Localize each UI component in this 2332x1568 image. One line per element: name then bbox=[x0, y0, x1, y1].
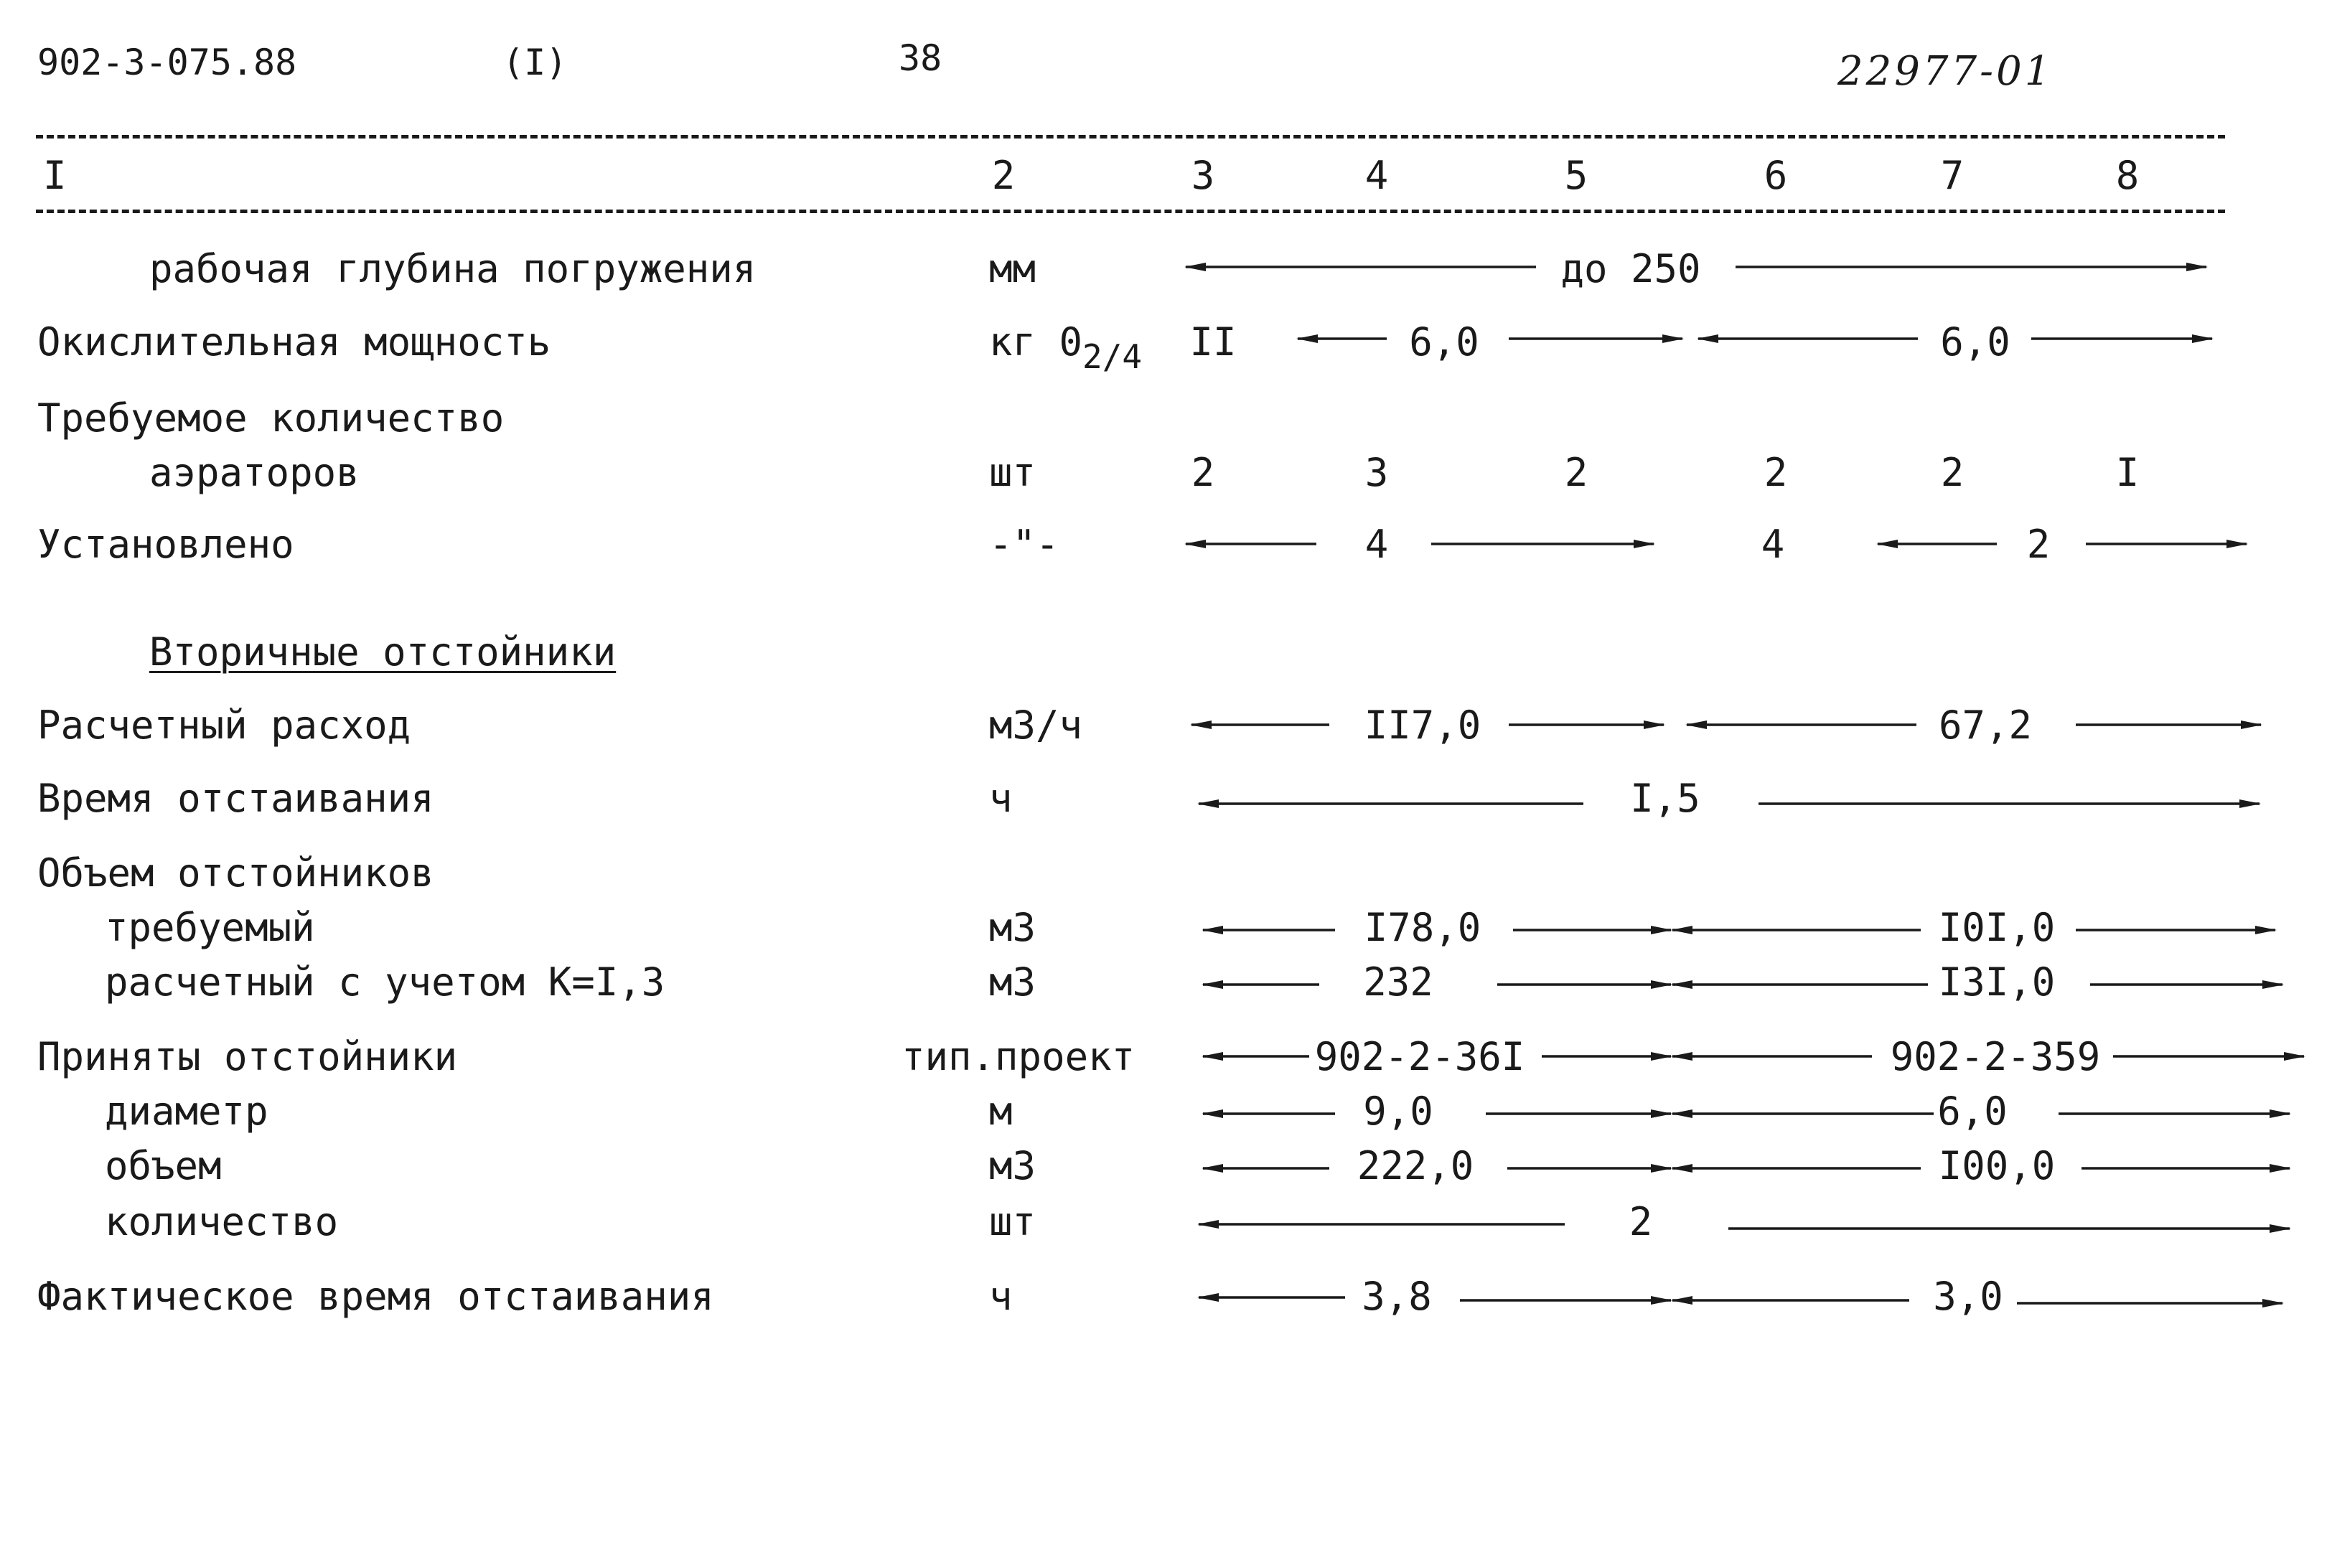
row-quantity-value: 2 bbox=[1629, 1199, 1653, 1244]
row-volume-calculated-unit: м3 bbox=[989, 959, 1036, 1005]
row-volume-required-right: I0I,0 bbox=[1938, 905, 2056, 950]
row-req-qty-col5: 2 bbox=[1564, 450, 1588, 495]
column-header-3: 3 bbox=[1191, 153, 1215, 198]
row-req-qty-unit: шт bbox=[989, 450, 1036, 495]
row-volume-required-label: требуемый bbox=[105, 905, 315, 950]
row-depth-label: рабочая глубина погружения bbox=[149, 246, 757, 291]
page-number: 38 bbox=[899, 37, 942, 79]
row-req-qty-col8: I bbox=[2115, 450, 2140, 495]
row-unit-volume-left: 222,0 bbox=[1357, 1143, 1474, 1188]
column-header-6: 6 bbox=[1764, 153, 1788, 198]
row-oxidation-col3: II bbox=[1189, 319, 1237, 365]
row-accepted-left: 902-2-36I bbox=[1314, 1034, 1525, 1079]
row-volume-label: Объем отстойников bbox=[37, 850, 434, 896]
row-quantity-unit: шт bbox=[989, 1199, 1036, 1244]
column-header-5: 5 bbox=[1564, 153, 1588, 198]
row-flow-left-value: II7,0 bbox=[1364, 703, 1481, 748]
column-header-4: 4 bbox=[1364, 153, 1389, 198]
row-accepted-right: 902-2-359 bbox=[1890, 1034, 2101, 1079]
row-actual-time-label: Фактическое время отстаивания bbox=[37, 1274, 714, 1319]
row-diameter-right: 6,0 bbox=[1937, 1089, 2008, 1134]
row-actual-time-right: 3,0 bbox=[1933, 1274, 2003, 1319]
column-header-2: 2 bbox=[991, 153, 1016, 198]
row-quantity-label: количество bbox=[105, 1199, 339, 1244]
section-title-secondary-clarifiers: Вторичные отстойники bbox=[149, 629, 617, 675]
row-installed-col6: 4 bbox=[1761, 522, 1785, 567]
row-settle-time-value: I,5 bbox=[1630, 776, 1700, 821]
row-volume-calculated-right: I3I,0 bbox=[1938, 959, 2056, 1005]
row-req-qty-label: Требуемое количество bbox=[37, 395, 505, 441]
row-volume-calculated-label: расчетный с учетом К=I,3 bbox=[105, 959, 665, 1005]
row-req-qty-col7: 2 bbox=[1940, 450, 1965, 495]
row-oxidation-unit: кг 02/4 bbox=[989, 319, 1143, 376]
row-req-qty-col4: 3 bbox=[1364, 450, 1389, 495]
row-req-qty-col6: 2 bbox=[1764, 450, 1788, 495]
row-installed-col78: 2 bbox=[2026, 522, 2051, 567]
row-diameter-unit: м bbox=[989, 1089, 1013, 1134]
row-settle-time-label: Время отстаивания bbox=[37, 776, 434, 821]
row-req-qty-col3: 2 bbox=[1191, 450, 1215, 495]
row-settle-time-unit: ч bbox=[989, 776, 1013, 821]
row-actual-time-unit: ч bbox=[989, 1274, 1013, 1319]
column-header-8: 8 bbox=[2115, 153, 2140, 198]
row-volume-calculated-left: 232 bbox=[1363, 959, 1433, 1005]
volume-number: (I) bbox=[502, 42, 568, 83]
row-diameter-label: диаметр bbox=[105, 1089, 268, 1134]
row-depth-unit: мм bbox=[989, 246, 1036, 291]
row-unit-volume-label: объем bbox=[105, 1143, 222, 1188]
row-oxidation-col45: 6,0 bbox=[1409, 319, 1479, 365]
row-depth-value: до 250 bbox=[1560, 246, 1701, 291]
row-oxidation-unit-subscript: 2/4 bbox=[1082, 337, 1143, 376]
row-diameter-left: 9,0 bbox=[1363, 1089, 1433, 1134]
row-installed-col45: 4 bbox=[1364, 522, 1389, 567]
column-header-1: I bbox=[43, 153, 67, 198]
row-flow-unit: м3/ч bbox=[989, 703, 1083, 748]
row-flow-right-value: 67,2 bbox=[1938, 703, 2033, 748]
row-unit-volume-unit: м3 bbox=[989, 1143, 1036, 1188]
row-volume-required-left: I78,0 bbox=[1364, 905, 1481, 950]
document-code: 902-3-075.88 bbox=[37, 42, 297, 83]
row-actual-time-left: 3,8 bbox=[1362, 1274, 1432, 1319]
row-oxidation-col78: 6,0 bbox=[1940, 319, 2010, 365]
handwritten-inventory-number: 22977-01 bbox=[1837, 48, 2054, 95]
row-accepted-unit: тип.проект bbox=[902, 1034, 1135, 1079]
row-accepted-label: Приняты отстойники bbox=[37, 1034, 458, 1079]
row-unit-volume-right: I00,0 bbox=[1938, 1143, 2056, 1188]
row-installed-unit: -"- bbox=[989, 522, 1059, 567]
row-volume-required-unit: м3 bbox=[989, 905, 1036, 950]
row-flow-label: Расчетный расход bbox=[37, 703, 411, 748]
row-oxidation-label: Окислительная мощность bbox=[37, 319, 551, 365]
row-req-qty-label-2: аэраторов bbox=[149, 450, 360, 495]
column-header-7: 7 bbox=[1940, 153, 1965, 198]
row-installed-label: Установлено bbox=[37, 522, 294, 567]
